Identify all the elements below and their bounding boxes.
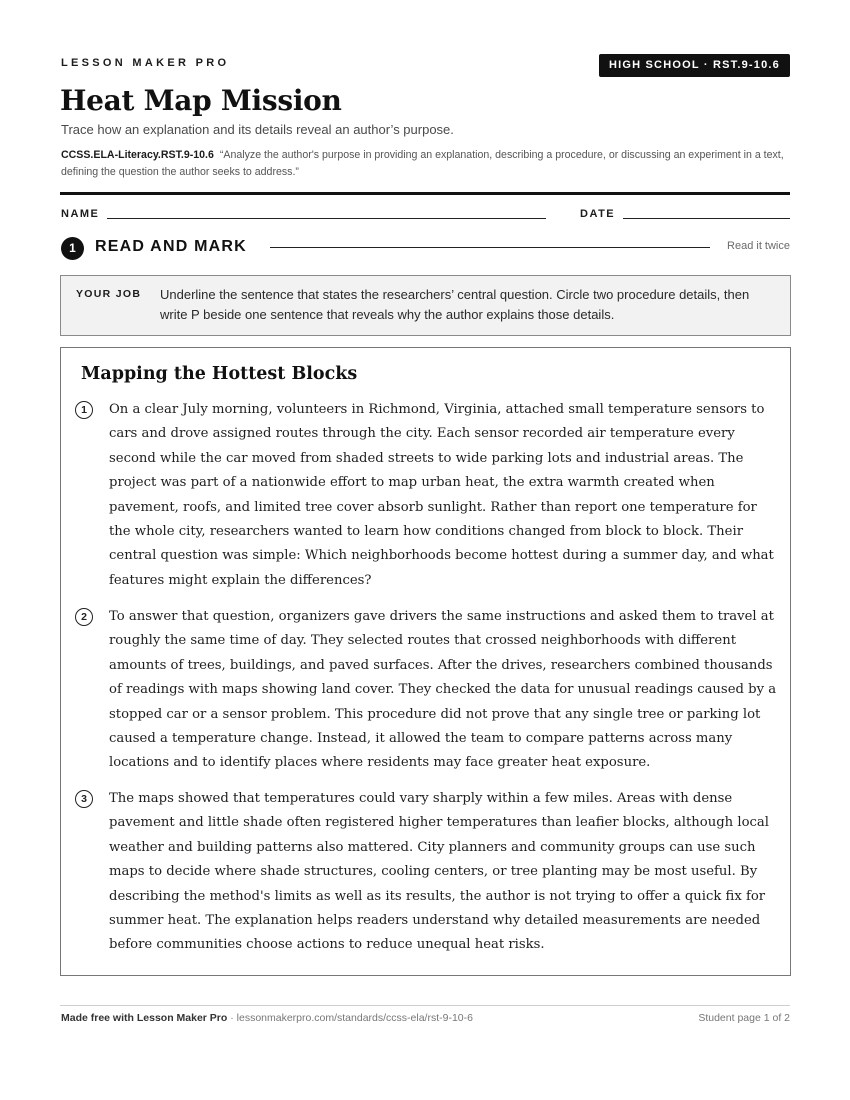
page-title: Heat Map Mission <box>60 84 342 117</box>
instructions-label: YOUR JOB <box>76 288 142 300</box>
standard-text: “Analyze the author's purpose in providing an explanation, describing a procedure, or discussing an experiment in a text, defining the question the author seeks to address.” <box>61 149 784 178</box>
footer-url[interactable]: · lessonmakerpro.com/standards/ccss-ela/rst-9-10-6 <box>230 1012 473 1024</box>
section-title: READ AND MARK <box>95 238 247 255</box>
instructions-box <box>60 275 791 336</box>
header-divider <box>60 192 790 195</box>
section-note: Read it twice <box>727 240 790 252</box>
footer-credit <box>61 1012 473 1024</box>
section-number-badge: 1 <box>61 237 84 260</box>
date-label: DATE <box>580 208 616 220</box>
name-label: NAME <box>61 208 100 220</box>
paragraph-number: 2 <box>75 608 93 626</box>
paragraph-text: On a clear July morning, volunteers in Richmond, Virginia, attached small temperature sensors to cars and drove assigned routes through the city. Each sensor recorded air temperature every second while the car moved from shaded streets to wide parking lots and industrial areas. The project was part of a nationwide effort to map urban heat, the extra warmth created when pavement, roofs, and limited tree cover absorb sunlight. Rather than report one temperature for the whole city, researchers wanted to learn how conditions changed from block to block. Their central question was simple: Which neighborhoods become hottest during a summer day, and what features might explain the differences? <box>109 402 774 588</box>
footer-divider <box>60 1005 790 1006</box>
section-divider <box>270 247 710 248</box>
passage-title: Mapping the Hottest Blocks <box>81 364 358 384</box>
paragraph-number: 3 <box>75 790 93 808</box>
instructions-text: Underline the sentence that states the researchers’ central question. Circle two procedure details, then write P beside one sentence that reveals why the author explains those details. <box>160 287 750 322</box>
standard-code: CCSS.ELA-Literacy.RST.9-10.6 <box>61 149 214 161</box>
footer-brand: Made free with Lesson Maker Pro <box>61 1012 228 1024</box>
paragraph-number: 1 <box>75 401 93 419</box>
date-field[interactable] <box>623 218 790 219</box>
paragraph-2 <box>81 605 777 776</box>
level-badge: HIGH SCHOOL · RST.9-10.6 <box>599 54 790 77</box>
brand-name: LESSON MAKER PRO <box>61 57 230 69</box>
page-indicator: Student page 1 of 2 <box>698 1012 790 1024</box>
paragraph-text: The maps showed that temperatures could vary sharply within a few miles. Areas with dense pavement and little shade often registered higher temperatures than leafier blocks, although local weather and building patterns also mattered. City planners and community groups can use such maps to decide where shade structures, cooling centers, or tree planting may be most useful. By describing the method's limits as well as its results, the author is not trying to offer a quick fix for summer heat. The explanation helps readers understand why detailed measurements are needed before communities choose actions to reduce unequal heat risks. <box>109 791 769 953</box>
paragraph-3 <box>81 787 777 958</box>
page-subtitle: Trace how an explanation and its details reveal an author’s purpose. <box>61 122 454 137</box>
paragraph-1 <box>81 398 777 593</box>
standard-description <box>61 147 791 181</box>
paragraph-text: To answer that question, organizers gave drivers the same instructions and asked them to travel at roughly the same time of day. They selected routes that crossed neighborhoods with different amounts of trees, buildings, and paved surfaces. After the drives, researchers combined thousands of readings with maps showing land cover. They checked the data for unusual readings caused by a stopped car or a sensor problem. This procedure did not prove that any single tree or parking lot caused a temperature change. Instead, it allowed the team to compare patterns across many locations and to identify places where residents may face greater heat exposure. <box>109 609 777 771</box>
name-field[interactable] <box>107 218 546 219</box>
reading-passage <box>60 347 791 976</box>
